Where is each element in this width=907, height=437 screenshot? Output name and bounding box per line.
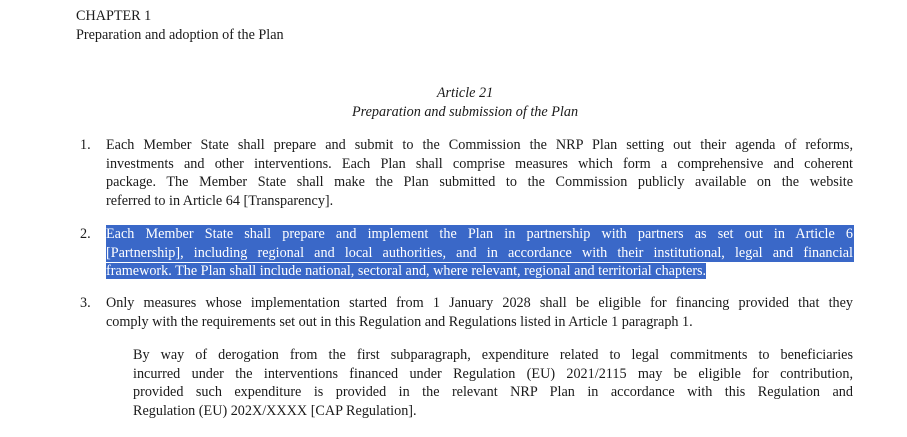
paragraph-text-selected[interactable] — [106, 225, 853, 281]
chapter-header — [76, 7, 284, 44]
paragraph-text[interactable] — [106, 136, 853, 210]
paragraph-number: 2. — [80, 226, 91, 242]
text-line: [Partnership], including regional and local authorities, and in accordance with their institutional, legal and financial — [106, 244, 853, 261]
text-line: Regulation (EU) 202X/XXXX [CAP Regulation]. — [133, 402, 417, 419]
text-line: Each Member State shall prepare and implement the Plan in partnership with partners as set out in Article 6 — [106, 226, 853, 242]
text-line: provided such expenditure is provided in the relevant NRP Plan in accordance with this Regulation and — [133, 384, 853, 400]
chapter-title: Preparation and adoption of the Plan — [76, 26, 284, 43]
text-line: package. The Member State shall make the Plan submitted to the Commission publicly available on the website — [106, 174, 853, 190]
text-line: referred to in Article 64 [Transparency]. — [106, 192, 334, 209]
text-line: Each Member State shall prepare and submit to the Commission the NRP Plan setting out their agenda of reforms, — [106, 137, 853, 153]
selected-text: framework. The Plan shall include national, sectoral and, where relevant, regional and territorial chapters. — [106, 263, 707, 279]
subparagraph[interactable] — [133, 346, 853, 420]
paragraph-text[interactable] — [106, 294, 853, 331]
text-line: investments and other interventions. Each Plan shall comprise measures which form a comprehensive and coherent — [106, 155, 853, 172]
paragraph-number: 3. — [80, 295, 91, 311]
paragraph-number: 1. — [80, 137, 91, 153]
article-header — [0, 84, 907, 121]
text-line-selected — [106, 262, 853, 281]
text-line: Only measures whose implementation started from 1 January 2028 shall be eligible for financing provided that they — [106, 295, 853, 311]
text-line: By way of derogation from the first subparagraph, expenditure related to legal commitments to beneficiaries — [133, 347, 853, 363]
text-line: incurred under the interventions financed under Regulation (EU) 2021/2115 may be eligible for contribution, — [133, 365, 853, 382]
article-number: Article 21 — [436, 85, 494, 101]
chapter-heading: CHAPTER 1 — [76, 8, 152, 24]
article-title: Preparation and submission of the Plan — [351, 103, 579, 120]
text-line: comply with the requirements set out in this Regulation and Regulations listed in Article 1 paragraph 1. — [106, 313, 693, 330]
